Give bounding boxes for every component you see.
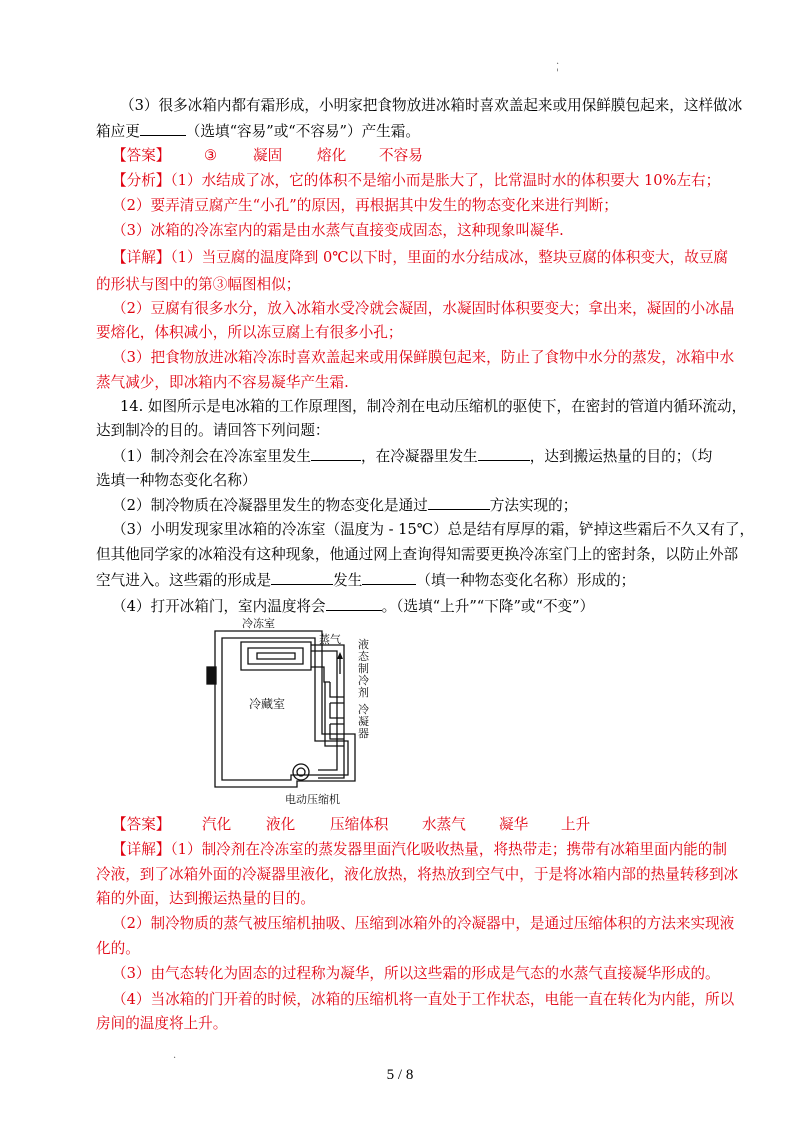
q14-stem-line: 14. 如图所示是电冰箱的工作原理图，制冷剂在电动压缩机的驱使下，在密封的管道内循环流动， xyxy=(120,398,747,415)
diagram-label-compressor: 电动压缩机 xyxy=(285,793,340,806)
steam-pipe xyxy=(311,645,344,778)
q13-part3-line2 xyxy=(96,121,796,142)
diagram-label-steam: 蒸气 xyxy=(319,633,341,646)
q14-detail-line: 化的。 xyxy=(96,940,140,957)
scan-mark: . xyxy=(556,56,560,67)
q14-stem-line: 达到制冷的目的。请回答下列问题： xyxy=(96,422,330,439)
question-text: 方法实现的； xyxy=(489,497,578,514)
q13-part3-text: （选填“容易”或“不容易”）产生霜。 xyxy=(185,123,420,140)
answer-item: 上升 xyxy=(561,816,591,833)
detail-text: （1）当豆腐的温度降到 0℃以下时，里面的水分结成冰，整块豆腐的体积变大，故豆腐 xyxy=(170,249,729,266)
question-text: 。（选填“上升”“下降”或“不变”） xyxy=(381,598,595,615)
page-number: 5 / 8 xyxy=(386,1067,414,1083)
diagram-label-liquid-refrigerant: 液态制冷剂 xyxy=(358,638,369,699)
q14-detail-line: （4）当冰箱的门开着的时候，冰箱的压缩机将一直处于工作状态，电能一直在转化为内能，所以 xyxy=(112,991,735,1008)
q13-analysis-line xyxy=(112,171,800,191)
q14-part1-line2: 选填一种物态变化名称） xyxy=(96,472,257,489)
question-text: 空气进入。这些霜的形成是 xyxy=(96,572,272,589)
analysis-text: （1）水结成了冰，它的体积不是缩小而是胀大了，比常温时水的体积要大 10%左右； xyxy=(170,172,721,189)
answer-blank xyxy=(271,570,333,585)
q14-detail-line: 箱的外面，达到搬运热量的目的。 xyxy=(96,890,315,907)
compressor xyxy=(293,764,309,780)
q14-answer-row xyxy=(0,815,800,835)
scan-mark: . xyxy=(173,1050,177,1061)
question-text: （填一种物态变化名称）形成的； xyxy=(416,572,636,589)
answer-tag: 【答案】 xyxy=(112,816,171,833)
q14-part1-line xyxy=(112,446,800,467)
question-text: （4）打开冰箱门，室内温度将会 xyxy=(112,598,326,615)
answer-blank xyxy=(362,570,416,585)
q14-part3-line xyxy=(96,570,796,591)
door-handle xyxy=(207,667,216,684)
answer-item: 液化 xyxy=(266,816,296,833)
answer-blank xyxy=(140,121,186,136)
answer-item: 压缩体积 xyxy=(330,816,389,833)
question-text: ，达到搬运热量的目的；（均 xyxy=(529,448,713,465)
q14-detail-line: （3）由气态转化为固态的过程称为凝华，所以这些霜的形成是气态的水蒸气直接凝华形成的。 xyxy=(112,965,720,982)
q14-part3-line: 但其他同学家的冰箱没有这种现象，他通过网上查询得知需要更换冷冻室门上的密封条，以防止外部 xyxy=(96,546,739,563)
question-text: （2）制冷物质在冷凝器里发生的物态变化是通过 xyxy=(112,497,428,514)
detail-text: （1）制冷剂在冷冻室的蒸发器里面汽化吸收热量，将热带走；携带有冰箱里面内能的制 xyxy=(170,841,727,858)
diagram-label-fridge: 冷藏室 xyxy=(249,697,286,711)
q14-part3-line: （3）小明发现家里冰箱的冷冻室（温度为 - 15℃）总是结有厚厚的霜，铲掉这些霜后不久又有了， xyxy=(112,521,755,538)
q13-detail-line: 蒸气减少，即冰箱内不容易凝华产生霜. xyxy=(96,374,349,391)
q13-detail-line: （2）豆腐有很多水分，放入冰箱水受冷就会凝固，水凝固时体积要变大；拿出来，凝固的小冰晶 xyxy=(112,300,735,317)
detail-tag: 【详解】 xyxy=(112,249,171,266)
q14-detail-line: 房间的温度将上升。 xyxy=(96,1015,228,1032)
answer-tag: 【答案】 xyxy=(112,147,171,164)
q13-part3-line1: （3）很多冰箱内都有霜形成，小明家把食物放进冰箱时喜欢盖起来或用保鲜膜包起来，这样做冰 xyxy=(120,97,743,114)
answer-item: 熔化 xyxy=(317,147,347,164)
diagram-label-freezer: 冷冻室 xyxy=(242,617,275,630)
answer-item: 水蒸气 xyxy=(422,816,466,833)
q13-detail-line: 要熔化，体积减小，所以冻豆腐上有很多小孔； xyxy=(96,324,403,341)
q13-detail-line xyxy=(112,248,800,268)
refrigerator-diagram xyxy=(205,614,395,810)
detail-tag: 【详解】 xyxy=(112,841,171,858)
answer-item: ③ xyxy=(204,147,218,164)
answer-item: 凝固 xyxy=(253,147,283,164)
answer-blank xyxy=(311,446,361,461)
answer-blank xyxy=(428,495,490,510)
q13-analysis-line: （2）要弄清豆腐产生“小孔”的原因，再根据其中发生的物态变化来进行判断； xyxy=(112,197,618,214)
answer-item: 凝华 xyxy=(499,816,529,833)
q13-detail-line: 的形状与图中的第③幅图相似； xyxy=(96,276,301,293)
answer-blank xyxy=(478,446,530,461)
q13-detail-line: （3）把食物放进冰箱冷冻时喜欢盖起来或用保鲜膜包起来，防止了食物中水分的蒸发，冰箱中水 xyxy=(112,349,735,366)
q14-detail-line: 冷液，到了冰箱外面的冷凝器里液化，液化放热，将热放到空气中，于是将冰箱内部的热量转移到冰 xyxy=(96,866,739,883)
question-text: ，在冷凝器里发生 xyxy=(361,448,478,465)
q14-detail-line xyxy=(112,840,800,860)
q13-answer-row xyxy=(0,146,800,166)
q13-part3-text: 箱应更 xyxy=(96,123,140,140)
answer-item: 不容易 xyxy=(379,147,423,164)
answer-blank xyxy=(326,596,382,611)
q14-part2-line xyxy=(112,495,800,516)
diagram-label-condenser: 冷凝器 xyxy=(358,703,369,740)
analysis-tag: 【分析】 xyxy=(112,172,171,189)
q14-detail-line: （2）制冷物质的蒸气被压缩机抽吸、压缩到冰箱外的冷凝器中，是通过压缩体积的方法来实现液 xyxy=(112,915,735,932)
arrow-up-icon xyxy=(337,652,343,659)
question-text: （1）制冷剂会在冷冻室里发生 xyxy=(112,448,312,465)
question-text: 发生 xyxy=(333,572,363,589)
scan-mark: ' xyxy=(556,68,559,79)
answer-item: 汽化 xyxy=(202,816,232,833)
q13-analysis-line: （3）冰箱的冷冻室内的霜是由水蒸气直接变成固态，这种现象叫凝华. xyxy=(112,222,564,239)
freezer-evaporator xyxy=(241,642,311,670)
